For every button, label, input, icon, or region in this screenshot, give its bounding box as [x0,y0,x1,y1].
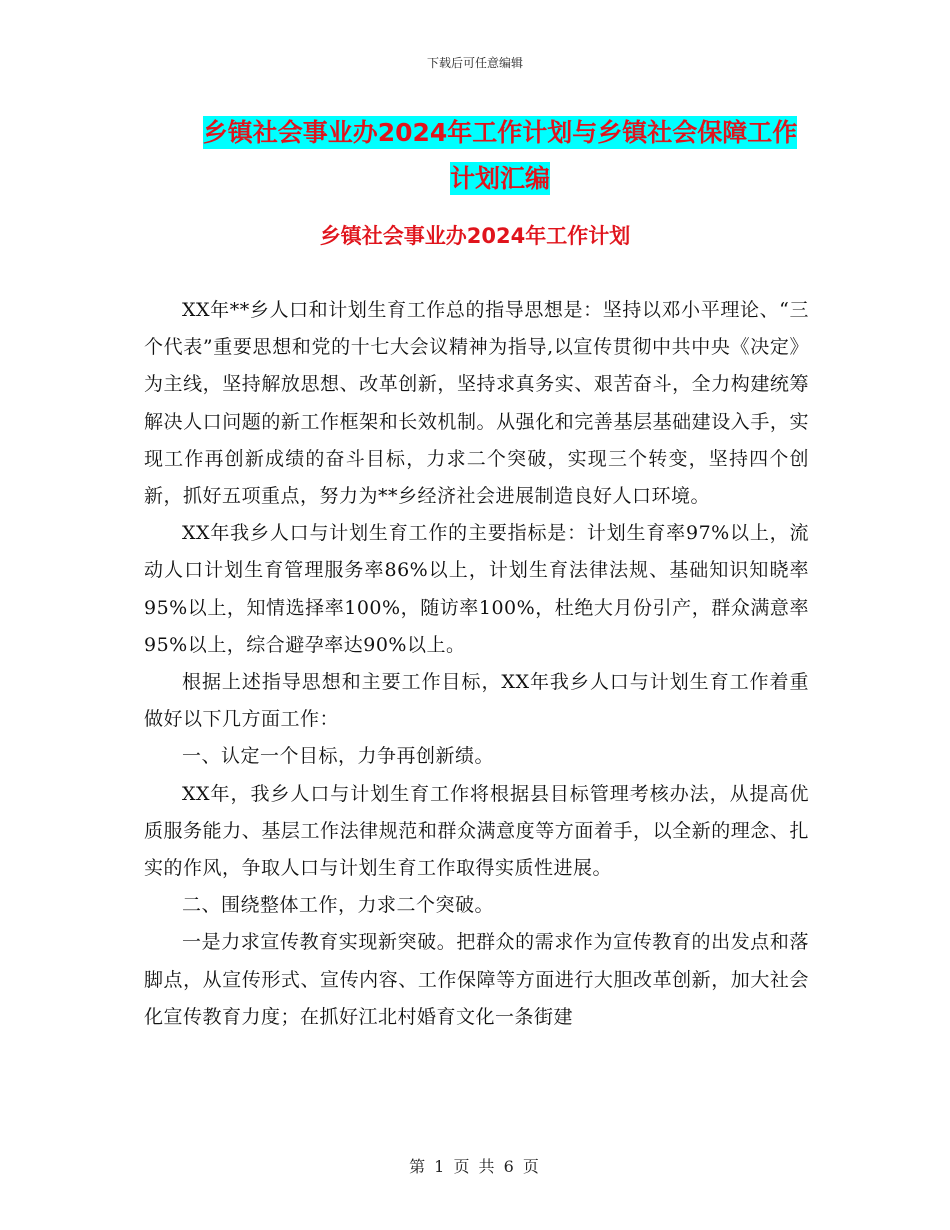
document-title-line-1: 乡镇社会事业办2024年工作计划与乡镇社会保障工作 [202,118,798,147]
document-title [150,110,850,202]
page-footer: 第 1 页 共 6 页 [409,1157,541,1176]
heading-item-1: 一、认定一个目标，力争再创新绩。 [182,745,495,768]
paragraph-item-1: XX年，我乡人口与计划生育工作将根据县目标管理考核办法，从提高优质服务能力、基层工作法律规范和群众满意度等方面着手，以全新的理念、扎实的作风，争取人口与计划生育工作取得实质性进展。 [144,782,809,880]
heading-item-2: 二、围绕整体工作，力求二个突破。 [182,894,495,917]
header-note: 下载后可任意编辑 [426,56,523,70]
paragraph-main-indicators: XX年我乡人口与计划生育工作的主要指标是：计划生育率97%以上，流动人口计划生育管理服务率86%以上，计划生育法律法规、基础知识知晓率95%以上，知情选择率100%，随访率100%，杜绝大月份引产，群众满意率95%以上，综合避孕率达90%以上。 [144,522,809,656]
document-title-line-2: 计划汇编 [449,164,550,193]
body-text [144,292,809,1036]
section-title: 乡镇社会事业办2024年工作计划 [319,224,631,248]
paragraph-item-2: 一是力求宣传教育实现新突破。把群众的需求作为宣传教育的出发点和落脚点，从宣传形式、宣传内容、工作保障等方面进行大胆改革创新，加大社会化宣传教育力度；在抓好江北村婚育文化一条街建 [144,931,809,1028]
paragraph-work-focus: 根据上述指导思想和主要工作目标，XX年我乡人口与计划生育工作着重做好以下几方面工作： [144,671,809,731]
paragraph-guiding-ideology: XX年**乡人口和计划生育工作总的指导思想是：坚持以邓小平理论、“三个代表”重要思想和党的十七大会议精神为指导,以宣传贯彻中共中央《决定》为主线，坚持解放思想、改革创新，坚持求真务实、艰苦奋斗，全力构建统筹解决人口问题的新工作框架和长效机制。从强化和完善基层基础建设入手，实现工作再创新成绩的奋斗目标，力求二个突破，实现三个转变，坚持四个创新，抓好五项重点，努力为**乡经济社会进展制造良好人口环境。 [144,299,809,508]
